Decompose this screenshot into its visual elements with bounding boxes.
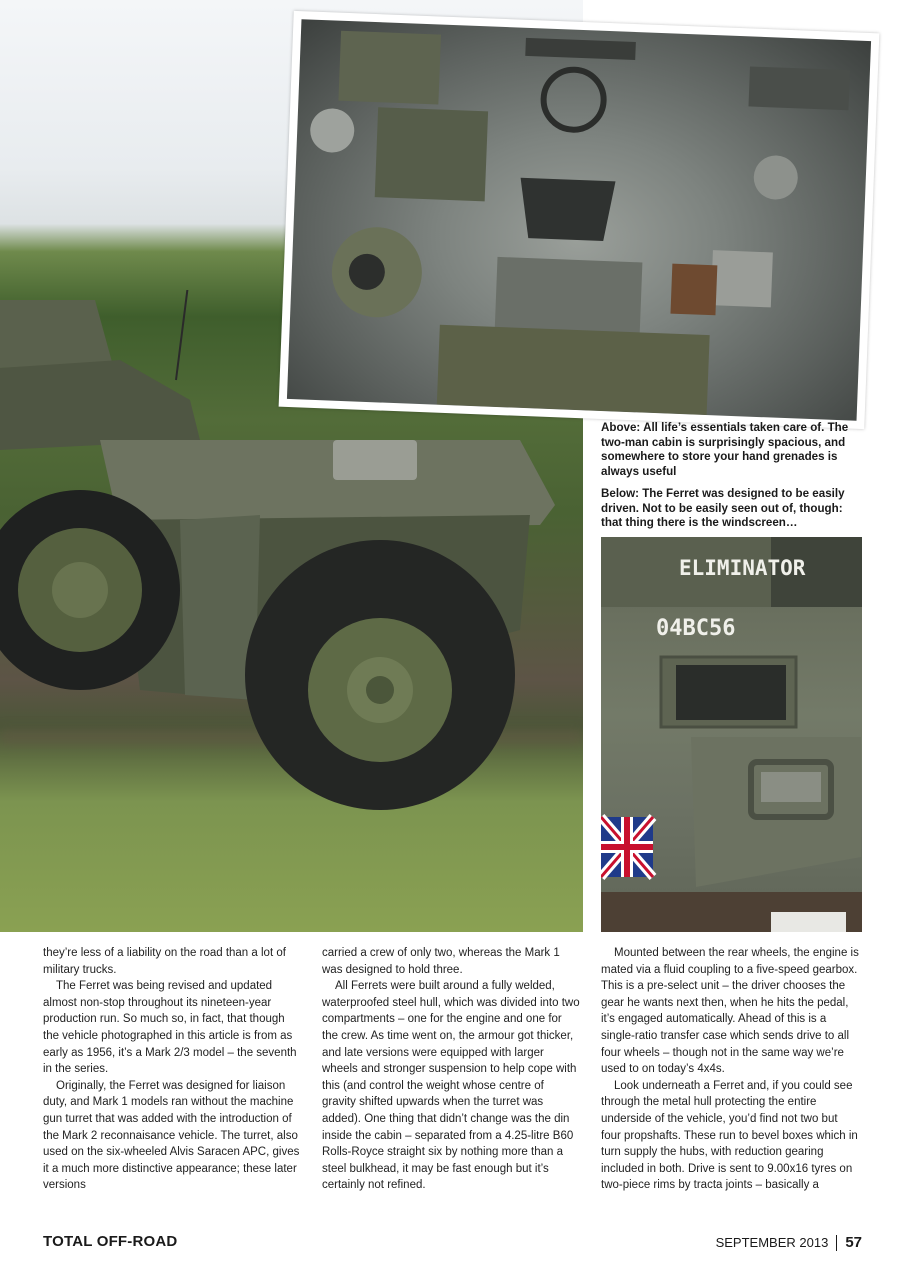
- cabin-photo: [279, 11, 880, 429]
- paragraph: carried a crew of only two, whereas the Mark 1 was designed to hold three.: [322, 947, 560, 976]
- page-number: 57: [845, 1234, 862, 1251]
- paragraph: they’re less of a liability on the road than a lot of military trucks.: [43, 947, 286, 976]
- front-hull-illustration: [601, 537, 862, 932]
- text-column-2: [322, 945, 580, 1194]
- issue-date: SEPTEMBER 2013: [715, 1235, 829, 1250]
- cabin-interior-illustration: [287, 19, 871, 421]
- magazine-name: TOTAL OFF-ROAD: [43, 1233, 178, 1250]
- front-hull-photo: [601, 537, 862, 932]
- paragraph: Look underneath a Ferret and, if you could see through the metal hull protecting the entire underside of the vehicle, you’d find not two but four propshafts. These run to bevel boxes which in turn supply the hubs, with reduction gearing included in both. Drive is sent to 9.00x16 tyres on two-piece rims by tracta joints – basically a: [601, 1079, 858, 1192]
- union-flag-icon: [601, 817, 653, 877]
- footer-issue-page: [716, 1234, 862, 1251]
- paragraph: The Ferret was being revised and updated almost non-stop throughout its nineteen-year production run. So much so, in fact, that though the vehicle photographed in this article is from as early as 1956, it’s a Mark 2/3 model – the seventh in the series.: [43, 980, 297, 1076]
- caption-above: Above: All life’s essentials taken care of. The two-man cabin is surprisingly spacious, and somewhere to store your hand grenades is always useful: [601, 421, 849, 478]
- paragraph: Originally, the Ferret was designed for liaison duty, and Mark 1 models ran without the machine gun turret that was added with the introduction of the Mark 2 reconnaisance vehicle. The turret, also used on the six-wheeled Alvis Saracen APC, gives it a much more distinctive appearance; these later versions: [43, 1079, 300, 1192]
- footer-divider: [836, 1235, 837, 1251]
- vehicle-registration-marking: 04BC56: [656, 616, 736, 641]
- paragraph: Mounted between the rear wheels, the engine is mated via a fluid coupling to a five-speed gearbox. This is a pre-select unit – the driver chooses the gear he wants next then, when he hits the pedal, it’s engaged automatically. Ahead of this is a single-ratio transfer case which sends drive to all four wheels – though not in the same way we’re used to on today’s 4x4s.: [601, 947, 859, 1076]
- caption-below: Below: The Ferret was designed to be easily driven. Not to be easily seen out of, though: that thing there is the windscreen…: [601, 487, 845, 530]
- text-column-1: [43, 945, 301, 1194]
- text-column-3: [601, 945, 859, 1194]
- vehicle-name-marking: ELIMINATOR: [679, 556, 806, 580]
- paragraph: All Ferrets were built around a fully welded, waterproofed steel hull, which was divided into two compartments – one for the engine and one for the crew. As time went on, the armour got thicker, and late versions were equipped with larger wheels and stronger suspension to help cope with this (and control the weight whose centre of gravity shifted upwards when the turret was added). One thing that didn’t change was the din inside the cabin – separated from a 4.25-litre B60 Rolls-Royce straight six by nothing more than a steel bulkhead, it may be fast enough but it’s certainly not refined.: [322, 980, 580, 1192]
